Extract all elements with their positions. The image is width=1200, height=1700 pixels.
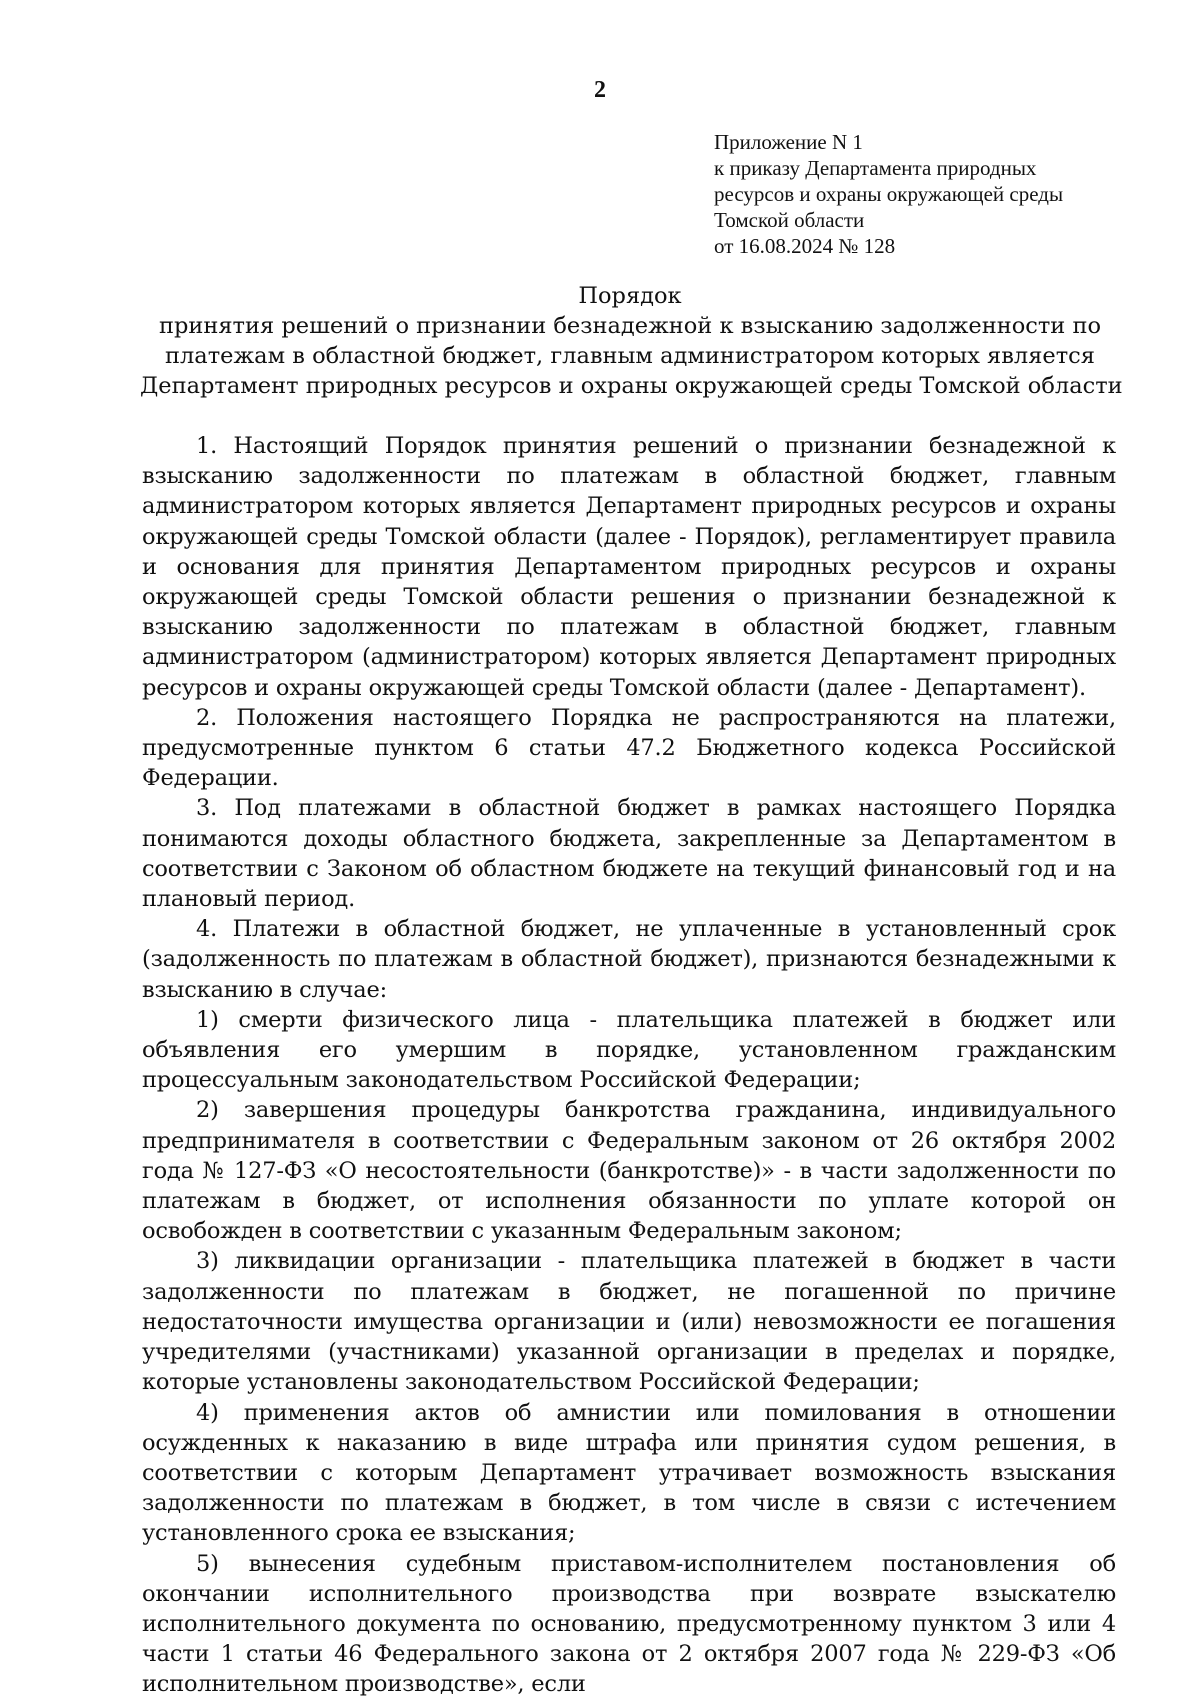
appendix-block bbox=[714, 129, 1174, 259]
paragraph: 4) применения актов об амнистии или помилования в отношении осужденных к наказанию в виде штрафа или принятия судом решения, в соответствии с которым Департамент утрачивает возможность взыскания задолженности по платежам в бюджет, в том числе в связи с истечением установленного срока ее взыскания; bbox=[142, 1399, 1116, 1547]
title-line: Департамент природных ресурсов и охраны окружающей среды Томской области bbox=[140, 373, 1123, 399]
paragraph: 3. Под платежами в областной бюджет в рамках настоящего Порядка понимаются доходы областного бюджета, закрепленные за Департаментом в соответствии с Законом об областном бюджете на текущий финансовый год и на плановый период. bbox=[142, 795, 1116, 913]
document-title bbox=[140, 281, 1123, 401]
title-line: принятия решений о признании безнадежной к взысканию задолженности по bbox=[158, 313, 1102, 339]
paragraph: 2. Положения настоящего Порядка не распространяются на платежи, предусмотренные пунктом 6 статьи 47.2 Бюджетного кодекса Российской Федерации. bbox=[142, 704, 1116, 792]
appendix-line: Приложение N 1 bbox=[714, 130, 863, 154]
paragraph: 5) вынесения судебным приставом-исполнителем постановления об окончании исполнительного производства при возврате взыскателю исполнительного документа по основанию, предусмотренному пунктом 3 или 4 части 1 статьи 46 Федерального закона от 2 октября 2007 года № 229-ФЗ «Об исполнительном производстве», если bbox=[142, 1550, 1116, 1698]
paragraph: 2) завершения процедуры банкротства гражданина, индивидуального предпринимателя в соответствии с Федеральным законом от 26 октября 2002 года № 127-ФЗ «О несостоятельности (банкротстве)» - в части задолженности по платежам в бюджет, от исполнения обязанности по уплате которой он освобожден в соответствии с указанным Федеральным законом; bbox=[142, 1097, 1116, 1245]
paragraph: 1) смерти физического лица - плательщика платежей в бюджет или объявления его умершим в порядке, установленном гражданским процессуальным законодательством Российской Федерации; bbox=[142, 1006, 1116, 1094]
appendix-line: ресурсов и охраны окружающей среды bbox=[714, 182, 1064, 206]
page-number: 2 bbox=[594, 77, 606, 103]
paragraph: 3) ликвидации организации - плательщика платежей в бюджет в части задолженности по платежам в бюджет, не погашенной по причине недостаточности имущества организации и (или) невозможности ее погашения учредителями (участниками) указанной организации в пределах и порядке, которые установлены законодательством Российской Федерации; bbox=[142, 1248, 1116, 1396]
document-body bbox=[142, 431, 1116, 1700]
paragraph: 1. Настоящий Порядок принятия решений о признании безнадежной к взысканию задолженности по платежам в областной бюджет, главным администратором которых является Департамент природных ресурсов и охраны окружающей среды Томской области (далее - Порядок), регламентирует правила и основания для принятия Департаментом природных ресурсов и охраны окружающей среды Томской области решения о признании безнадежной к взысканию задолженности по платежам в областной бюджет, главным администратором (администратором) которых является Департамент природных ресурсов и охраны окружающей среды Томской области (далее - Департамент). bbox=[142, 433, 1116, 701]
title-heading: Порядок bbox=[578, 283, 682, 309]
appendix-line: от 16.08.2024 № 128 bbox=[714, 234, 896, 258]
title-line: платежам в областной бюджет, главным администратором которых является bbox=[165, 343, 1095, 369]
appendix-line: к приказу Департамента природных bbox=[714, 156, 1037, 180]
paragraph: 4. Платежи в областной бюджет, не уплаченные в установленный срок (задолженность по платежам в областной бюджет), признаются безнадежными к взысканию в случае: bbox=[142, 916, 1116, 1003]
appendix-line: Томской области bbox=[714, 208, 865, 232]
